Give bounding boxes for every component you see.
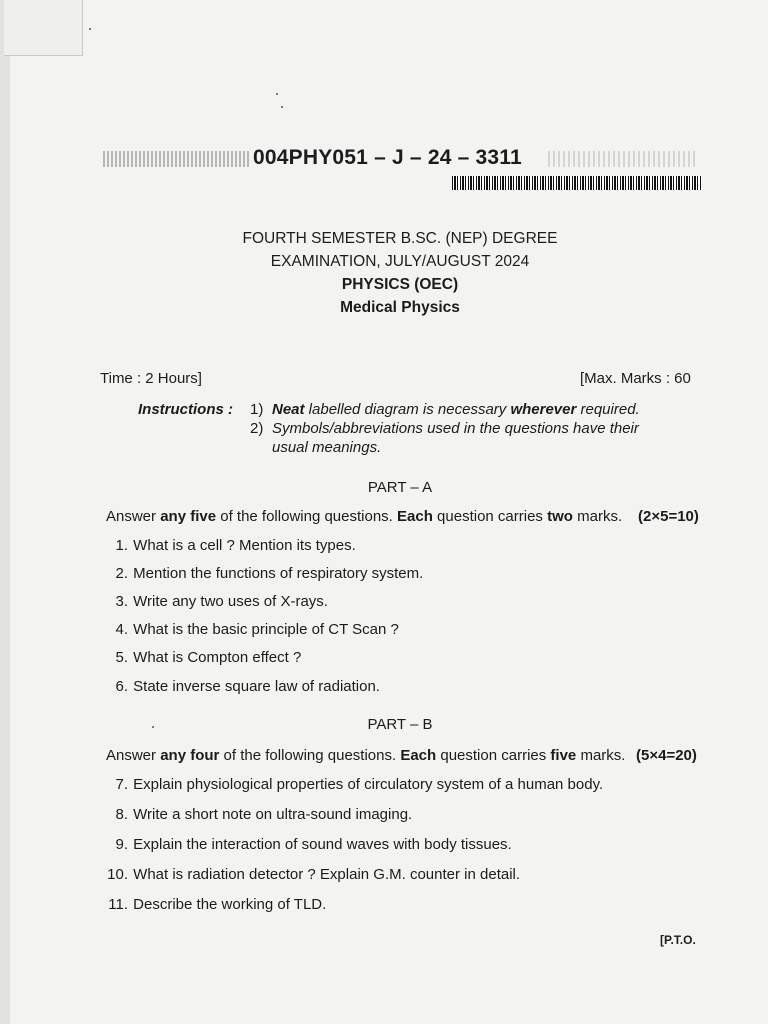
question-number: 3. bbox=[115, 593, 128, 610]
directions-text: any four bbox=[160, 747, 220, 764]
instruction-text: labelled diagram is necessary bbox=[304, 401, 511, 418]
directions-text: marks. bbox=[576, 747, 626, 764]
directions-text: Each bbox=[397, 508, 433, 525]
instructions-label: Instructions : bbox=[138, 401, 234, 418]
question-number: 8. bbox=[115, 806, 128, 823]
part-a-directions bbox=[106, 508, 622, 525]
question-text: What is a cell ? Mention its types. bbox=[133, 537, 356, 554]
paper-edge bbox=[0, 0, 10, 1024]
question-number: 5. bbox=[115, 649, 128, 666]
question-item bbox=[98, 776, 603, 793]
question-item bbox=[98, 806, 412, 823]
part-b-directions bbox=[106, 747, 625, 764]
directions-text: marks. bbox=[572, 508, 623, 525]
directions-text: two bbox=[547, 508, 573, 525]
part-b-marks: (5×4=20) bbox=[636, 747, 697, 764]
question-text: Mention the functions of respiratory system. bbox=[133, 565, 424, 582]
question-item bbox=[98, 866, 520, 883]
question-item bbox=[98, 649, 301, 666]
instruction-item-continued: usual meanings. bbox=[272, 439, 382, 456]
question-number: 1. bbox=[115, 537, 128, 554]
question-item bbox=[98, 836, 512, 853]
max-marks: [Max. Marks : 60 bbox=[580, 370, 691, 387]
question-text: Write a short note on ultra-sound imaging. bbox=[133, 806, 413, 823]
scan-speck bbox=[89, 28, 91, 30]
folded-corner bbox=[4, 0, 83, 56]
title-line-1: FOURTH SEMESTER B.SC. (NEP) DEGREE bbox=[242, 230, 558, 247]
part-b-heading: PART – B bbox=[367, 716, 433, 733]
directions-text: question carries bbox=[432, 508, 548, 525]
instruction-item bbox=[250, 420, 639, 437]
question-number: 2. bbox=[115, 565, 128, 582]
question-number: 9. bbox=[115, 836, 128, 853]
instruction-text: Symbols/abbreviations used in the questions have their bbox=[272, 420, 639, 437]
question-number: 6. bbox=[115, 678, 128, 695]
question-number: 4. bbox=[115, 621, 128, 638]
question-text: Describe the working of TLD. bbox=[133, 896, 327, 913]
part-a-heading: PART – A bbox=[367, 479, 433, 496]
instruction-text: Neat bbox=[272, 401, 305, 418]
question-text: What is radiation detector ? Explain G.M. counter in detail. bbox=[133, 866, 521, 883]
directions-text: any five bbox=[160, 508, 217, 525]
question-number: 7. bbox=[115, 776, 128, 793]
directions-text: five bbox=[550, 747, 577, 764]
scan-speck bbox=[281, 106, 283, 108]
instruction-text: wherever bbox=[510, 401, 577, 418]
directions-text: question carries bbox=[436, 747, 551, 764]
time-duration: Time : 2 Hours] bbox=[100, 370, 202, 387]
instruction-item bbox=[250, 401, 640, 418]
please-turn-over: [P.T.O. bbox=[660, 933, 696, 947]
paper-code: 004PHY051 – J – 24 – 3311 bbox=[253, 146, 522, 169]
directions-text: of the following questions. bbox=[219, 747, 401, 764]
question-number: 10. bbox=[107, 866, 128, 883]
question-item bbox=[98, 678, 380, 695]
title-line-2: EXAMINATION, JULY/AUGUST 2024 bbox=[270, 253, 530, 270]
barcode bbox=[452, 176, 702, 190]
directions-text: of the following questions. bbox=[216, 508, 398, 525]
question-item bbox=[98, 537, 356, 554]
question-item bbox=[98, 896, 326, 913]
instruction-number: 2) bbox=[250, 420, 264, 437]
question-item bbox=[98, 593, 328, 610]
subject-title: PHYSICS (OEC) bbox=[341, 276, 459, 293]
question-text: Explain the interaction of sound waves with body tissues. bbox=[133, 836, 512, 853]
question-text: Explain physiological properties of circulatory system of a human body. bbox=[133, 776, 604, 793]
directions-text: Answer bbox=[106, 508, 161, 525]
question-text: State inverse square law of radiation. bbox=[133, 678, 380, 695]
paper-title: Medical Physics bbox=[340, 299, 460, 316]
directions-text: Each bbox=[400, 747, 437, 764]
part-a-marks: (2×5=10) bbox=[638, 508, 699, 525]
question-item bbox=[98, 565, 423, 582]
question-number: 11. bbox=[108, 896, 128, 913]
question-text: What is the basic principle of CT Scan ? bbox=[133, 621, 399, 638]
question-item bbox=[98, 621, 399, 638]
instruction-number: 1) bbox=[250, 401, 264, 418]
question-text: Write any two uses of X-rays. bbox=[133, 593, 328, 610]
question-text: What is Compton effect ? bbox=[133, 649, 302, 666]
instruction-text: required. bbox=[576, 401, 640, 418]
directions-text: Answer bbox=[106, 747, 161, 764]
show-through-smudge bbox=[548, 151, 696, 167]
scan-speck bbox=[276, 93, 278, 95]
show-through-smudge bbox=[103, 151, 251, 167]
